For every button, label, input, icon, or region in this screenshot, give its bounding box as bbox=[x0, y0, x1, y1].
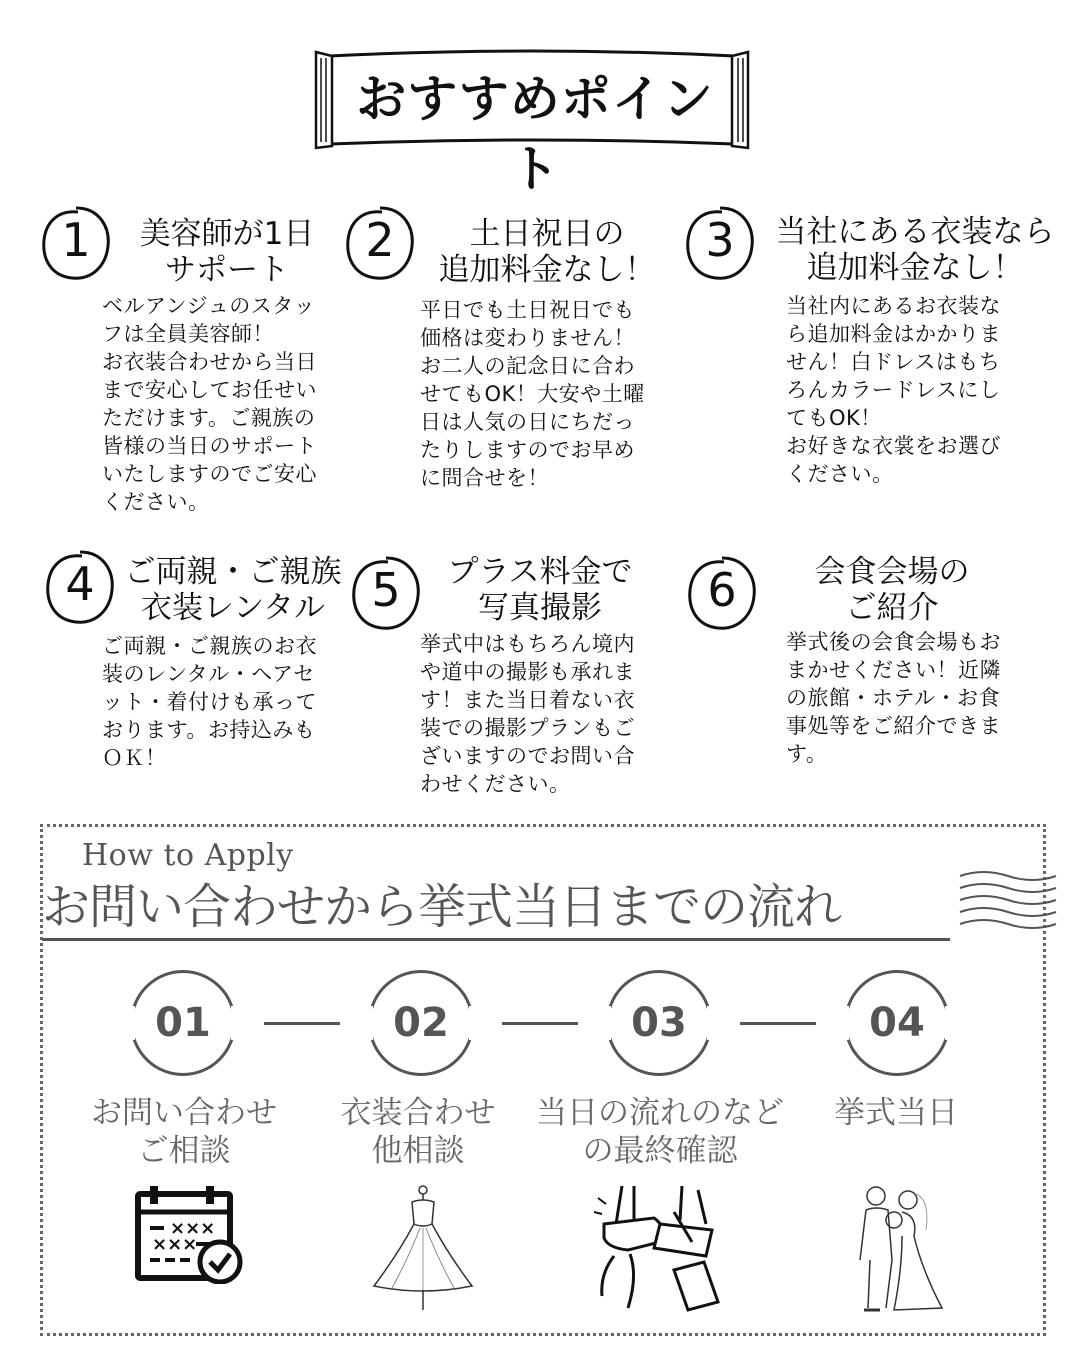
point-number: 3 bbox=[705, 213, 735, 267]
step-connector bbox=[502, 1022, 578, 1025]
point-number: 5 bbox=[371, 563, 401, 617]
point-body: ご両親・ご親族のお衣 装のレンタル・ヘアセ ット・着付けも承って おります。お持込みも ＯＫ！ bbox=[102, 634, 317, 770]
step-1-number: 01 bbox=[130, 970, 236, 1076]
postmark-wave-lines-icon bbox=[958, 866, 1058, 938]
step-3-number: 03 bbox=[606, 970, 712, 1076]
point-title: 美容師が1日 サポート bbox=[139, 216, 315, 288]
wedding-couple-icon bbox=[846, 1180, 956, 1316]
point-title: 当社にある衣装なら 追加料金なし！ bbox=[775, 214, 1055, 286]
step-connector bbox=[740, 1022, 816, 1025]
point-title: 会食会場の ご紹介 bbox=[814, 554, 970, 626]
point-number: 1 bbox=[61, 213, 91, 267]
step-4-number: 04 bbox=[844, 970, 950, 1076]
wedding-dress-icon bbox=[368, 1184, 478, 1314]
point-body: 当社内にあるお衣装な ら追加料金はかかりま せん！白ドレスはもち ろんカラードレスにし てもOK！ お好きな衣裳をお選び ください。 bbox=[786, 294, 1001, 486]
point-title: 土日祝日の 追加料金なし！ bbox=[438, 216, 656, 288]
step-2-number: 02 bbox=[368, 970, 474, 1076]
point-body: 挙式後の会食会場もお まかせください！近隣 の旅館・ホテル・お食 事処等をご紹介できま す。 bbox=[786, 630, 1001, 766]
step-4-label: 挙式当日 bbox=[834, 1095, 958, 1131]
signing-document-icon bbox=[594, 1184, 724, 1314]
step-1-label: お問い合わせ ご相談 bbox=[91, 1095, 277, 1169]
svg-text:×××: ××× bbox=[152, 1234, 198, 1255]
page-title: おすすめポイント bbox=[356, 69, 714, 198]
point-title: ご両親・ご親族 衣装レンタル bbox=[124, 554, 342, 626]
flow-title-underline bbox=[42, 938, 950, 941]
step-2-label: 衣装合わせ 他相談 bbox=[340, 1095, 496, 1169]
point-number: 2 bbox=[365, 213, 395, 267]
point-body: 平日でも土日祝日でも 価格は変わりません！ お二人の記念日に合わ せてもOK！大安や土曜 日は人気の日にちだっ たりしますのでお早め に問合せを！ bbox=[420, 298, 645, 490]
title-banner bbox=[312, 48, 752, 198]
point-body: 挙式中はもちろん境内 や道中の撮影も承れま す！また当日着ない衣 装での撮影プランもご ざいますのでお問い合 わせください。 bbox=[420, 632, 635, 796]
flow-subtitle: How to Apply bbox=[82, 838, 294, 873]
step-connector bbox=[264, 1022, 340, 1025]
point-number: 6 bbox=[707, 563, 737, 617]
point-body: ベルアンジュのスタッ フは全員美容師！ お衣装合わせから当日 まで安心してお任せい ただけます。ご親族の 皆様の当日のサポート いたしますのでご安心 ください。 bbox=[102, 294, 317, 514]
point-title: プラス料金で 写真撮影 bbox=[447, 554, 633, 626]
point-number: 4 bbox=[65, 557, 95, 611]
flow-title: お問い合わせから挙式当日までの流れ bbox=[42, 879, 842, 935]
svg-text:×××: ××× bbox=[170, 1218, 216, 1239]
step-3-label: 当日の流れのなど の最終確認 bbox=[536, 1095, 784, 1169]
calendar-check-icon bbox=[134, 1184, 244, 1284]
